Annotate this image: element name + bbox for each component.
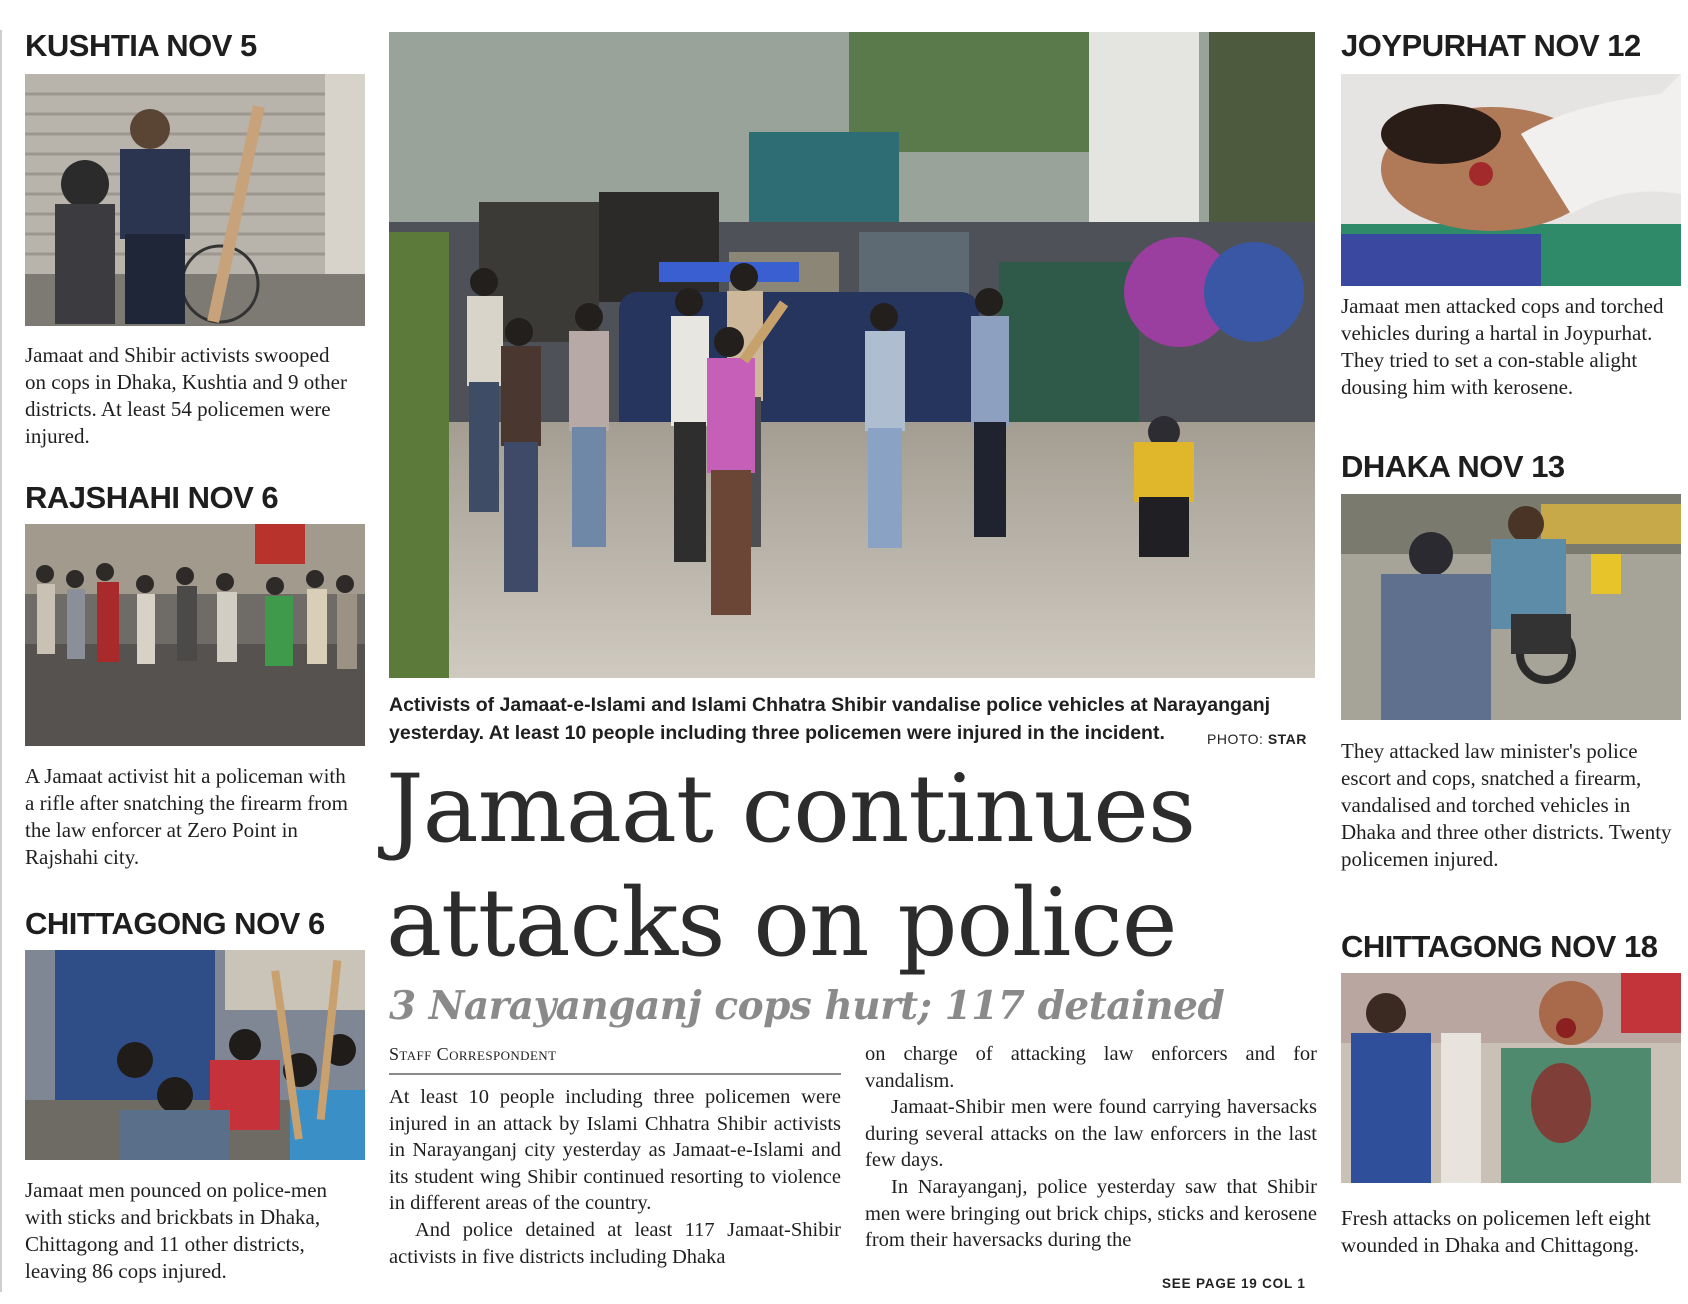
caption-rajshahi: A Jamaat activist hit a policeman with a rifle after snatching the firearm from the law enforcer at Zero Point in Rajshahi city. bbox=[25, 764, 349, 869]
dateline-rajshahi: RAJSHAHI NOV 6 bbox=[25, 480, 279, 515]
photo-chittagong-nov6 bbox=[25, 950, 365, 1160]
main-photo bbox=[389, 32, 1315, 678]
photo-chittagong-nov18 bbox=[1341, 973, 1681, 1183]
caption-chittagong-nov6: Jamaat men pounced on police-men with sticks and brickbats in Dhaka, Chittagong and 11 other districts, leaving 86 cops injured. bbox=[25, 1178, 328, 1283]
photo-kushtia bbox=[25, 74, 365, 326]
photo-joypurhat bbox=[1341, 74, 1681, 286]
caption-kushtia: Jamaat and Shibir activists swooped on cops in Dhaka, Kushtia and 9 other districts. At least 54 policemen were injured. bbox=[25, 343, 347, 448]
photo-credit-label: PHOTO: bbox=[1207, 731, 1264, 747]
photo-credit bbox=[1207, 731, 1307, 747]
body-col1-paragraph-2: And police detained at least 117 Jamaat-Shibir activists in five districts including Dhaka bbox=[389, 1218, 841, 1268]
photo-credit-source: STAR bbox=[1267, 731, 1307, 747]
body-column-2 bbox=[865, 1041, 1317, 1271]
photo-rajshahi bbox=[25, 524, 365, 746]
body-column-1 bbox=[389, 1084, 841, 1298]
headline-line-1: Jamaat continues bbox=[386, 755, 1196, 864]
dateline-kushtia: KUSHTIA NOV 5 bbox=[25, 28, 257, 63]
jump-line: SEE PAGE 19 COL 1 bbox=[1162, 1276, 1306, 1291]
caption-dhaka: They attacked law minister's police escort and cops, snatched a firearm, vandalised and torched vehicles in Dhaka and three other districts. Twenty policemen injured. bbox=[1341, 739, 1672, 871]
byline: Staff Correspondent bbox=[389, 1044, 557, 1064]
deck: 3 Narayanganj cops hurt; 117 detained bbox=[389, 983, 1225, 1029]
dateline-chittagong-nov18: CHITTAGONG NOV 18 bbox=[1341, 929, 1658, 964]
byline-rule bbox=[389, 1073, 841, 1075]
photo-dhaka bbox=[1341, 494, 1681, 720]
page-edge-rule bbox=[0, 30, 2, 1292]
body-col2-paragraph-3: In Narayanganj, police yesterday saw that Shibir men were bringing out brick chips, sticks and kerosene from their haversacks during the bbox=[865, 1175, 1317, 1252]
headline-line-2: attacks on police bbox=[386, 869, 1177, 978]
caption-chittagong-nov18: Fresh attacks on policemen left eight wounded in Dhaka and Chittagong. bbox=[1341, 1206, 1651, 1257]
body-col1-paragraph-1: At least 10 people including three policemen were injured in an attack by Islami Chhatra Shibir activists in Narayanganj city yesterday as Jamaat-e-Islami and its student wing Shibir continued resorting to violence in different areas of the country. bbox=[389, 1086, 841, 1215]
dateline-dhaka: DHAKA NOV 13 bbox=[1341, 449, 1565, 484]
caption-joypurhat: Jamaat men attacked cops and torched vehicles during a hartal in Joypurhat. They tried to set a con-stable alight dousing him with kerosene. bbox=[1341, 294, 1664, 399]
dateline-joypurhat: JOYPURHAT NOV 12 bbox=[1341, 28, 1641, 63]
body-col2-paragraph-2: Jamaat-Shibir men were found carrying haversacks during several attacks on the law enforcers in the last few days. bbox=[865, 1096, 1317, 1172]
dateline-chittagong-nov6: CHITTAGONG NOV 6 bbox=[25, 906, 325, 941]
main-photo-caption: Activists of Jamaat-e-Islami and Islami Chhatra Shibir vandalise police vehicles at Narayanganj yesterday. At least 10 people including three policemen were injured in the incident. bbox=[389, 694, 1271, 744]
body-col2-paragraph-1: on charge of attacking law enforcers and for vandalism. bbox=[865, 1043, 1317, 1092]
